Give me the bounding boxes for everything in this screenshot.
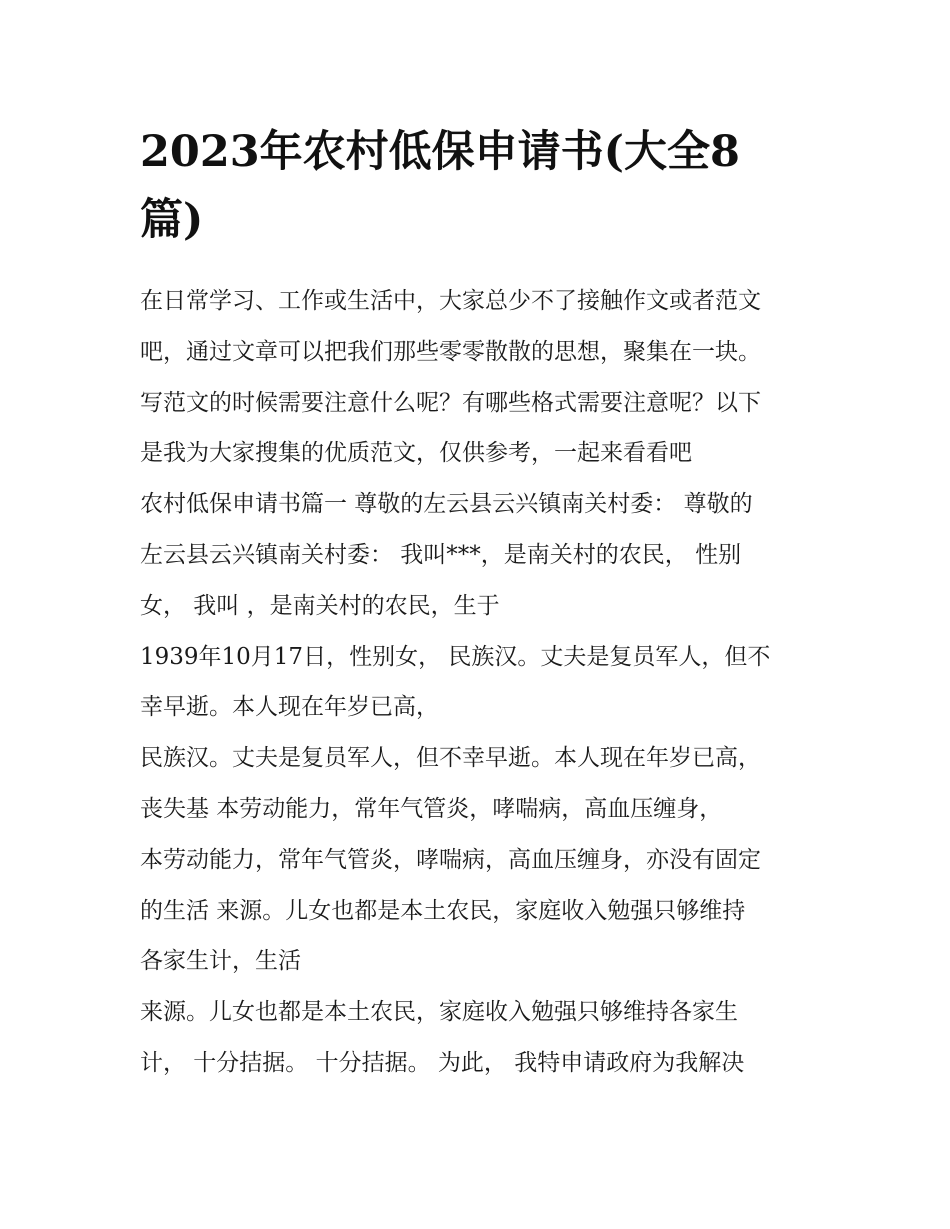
body-line: 1939年10月17日，性别女， 民族汉。丈夫是复员军人，但不 [140, 643, 771, 670]
body-line: 是我为大家搜集的优质范文，仅供参考，一起来看看吧 [140, 440, 692, 467]
body-line: 幸早逝。本人现在年岁已高， [140, 694, 439, 721]
body-line: 女， 我叫 ，是南关村的农民，生于 [140, 592, 500, 619]
body-line: 的生活 来源。儿女也都是本土农民，家庭收入勉强只够维持 [140, 897, 746, 924]
body-line: 本劳动能力，常年气管炎，哮喘病，高血压缠身，亦没有固定 [140, 846, 761, 873]
body-line: 在日常学习、工作或生活中，大家总少不了接触作文或者范文 [140, 288, 761, 314]
body-line: 写范文的时候需要注意什么呢？有哪些格式需要注意呢？以下 [140, 389, 761, 416]
body-line: 民族汉。丈夫是复员军人，但不幸早逝。本人现在年岁已高， [140, 745, 761, 772]
document-title [140, 118, 830, 254]
body-line: 农村低保申请书篇一 尊敬的左云县云兴镇南关村委： 尊敬的 [140, 491, 753, 518]
body-line: 丧失基 本劳动能力，常年气管炎，哮喘病，高血压缠身， [140, 795, 723, 822]
title-line: 篇) [140, 195, 204, 245]
title-line: 2023年农村低保申请书(大全8 [140, 127, 740, 177]
body-line: 左云县云兴镇南关村委： 我叫***，是南关村的农民， 性别 [140, 541, 742, 568]
body-line: 来源。儿女也都是本土农民，家庭收入勉强只够维持各家生 [140, 999, 738, 1026]
body-line: 计， 十分拮据。 十分拮据。 为此， 我特申请政府为我解决 [140, 1049, 745, 1076]
document-body [140, 283, 830, 1096]
body-line: 吧，通过文章可以把我们那些零零散散的思想，聚集在一块。 [140, 338, 761, 365]
body-line: 各家生计，生活 [140, 948, 301, 975]
